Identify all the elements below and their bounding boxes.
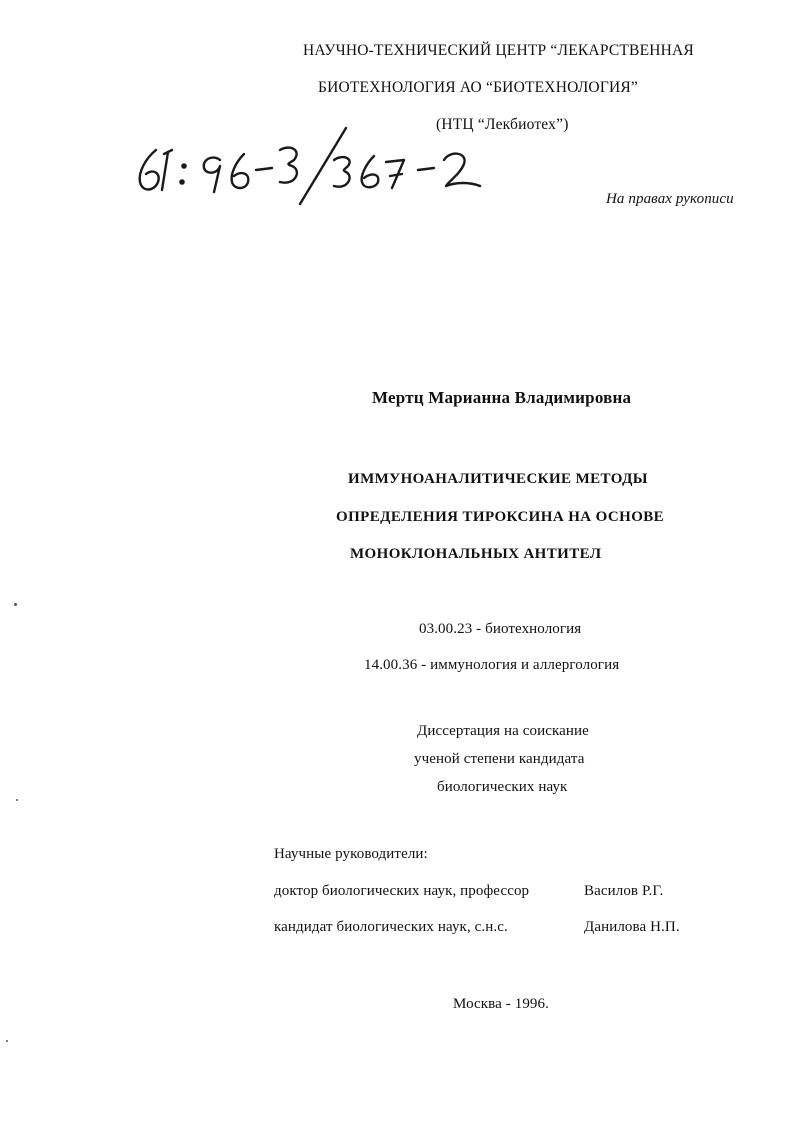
- scan-speck: [6, 1040, 8, 1042]
- thesis-title-line-1: ИММУНОАНАЛИТИЧЕСКИЕ МЕТОДЫ: [348, 471, 648, 487]
- supervisor-2-name: Данилова Н.П.: [584, 919, 680, 935]
- supervisor-2-title: кандидат биологических наук, с.н.с.: [274, 919, 508, 935]
- scan-speck: [14, 603, 17, 606]
- thesis-title-line-2: ОПРЕДЕЛЕНИЯ ТИРОКСИНА НА ОСНОВЕ: [336, 509, 665, 525]
- supervisor-1-title: доктор биологических наук, профессор: [274, 883, 530, 899]
- supervisors-heading: Научные руководители:: [274, 846, 428, 862]
- author-name: Мертц Марианна Владимировна: [372, 388, 632, 407]
- org-name-line-1: НАУЧНО-ТЕХНИЧЕСКИЙ ЦЕНТР “ЛЕКАРСТВЕННАЯ: [303, 42, 694, 59]
- scan-speck: [16, 799, 18, 801]
- degree-line-1: Диссертация на соискание: [417, 723, 589, 739]
- specialty-biotechnology: 03.00.23 - биотехнология: [419, 621, 582, 637]
- rights-note: На правах рукописи: [606, 191, 734, 207]
- specialty-immunology: 14.00.36 - иммунология и аллергология: [364, 657, 620, 673]
- org-short-name: (НТЦ “Лекбиотех”): [436, 116, 569, 133]
- handwritten-catalog-number: [128, 120, 508, 210]
- org-name-line-2: БИОТЕХНОЛОГИЯ АО “БИОТЕХНОЛОГИЯ”: [318, 79, 638, 96]
- degree-line-3: биологических наук: [437, 779, 568, 795]
- city-year: Москва - 1996.: [453, 996, 549, 1012]
- degree-line-2: ученой степени кандидата: [414, 751, 585, 767]
- supervisor-1-name: Василов Р.Г.: [584, 883, 664, 899]
- thesis-title-line-3: МОНОКЛОНАЛЬНЫХ АНТИТЕЛ: [350, 546, 602, 562]
